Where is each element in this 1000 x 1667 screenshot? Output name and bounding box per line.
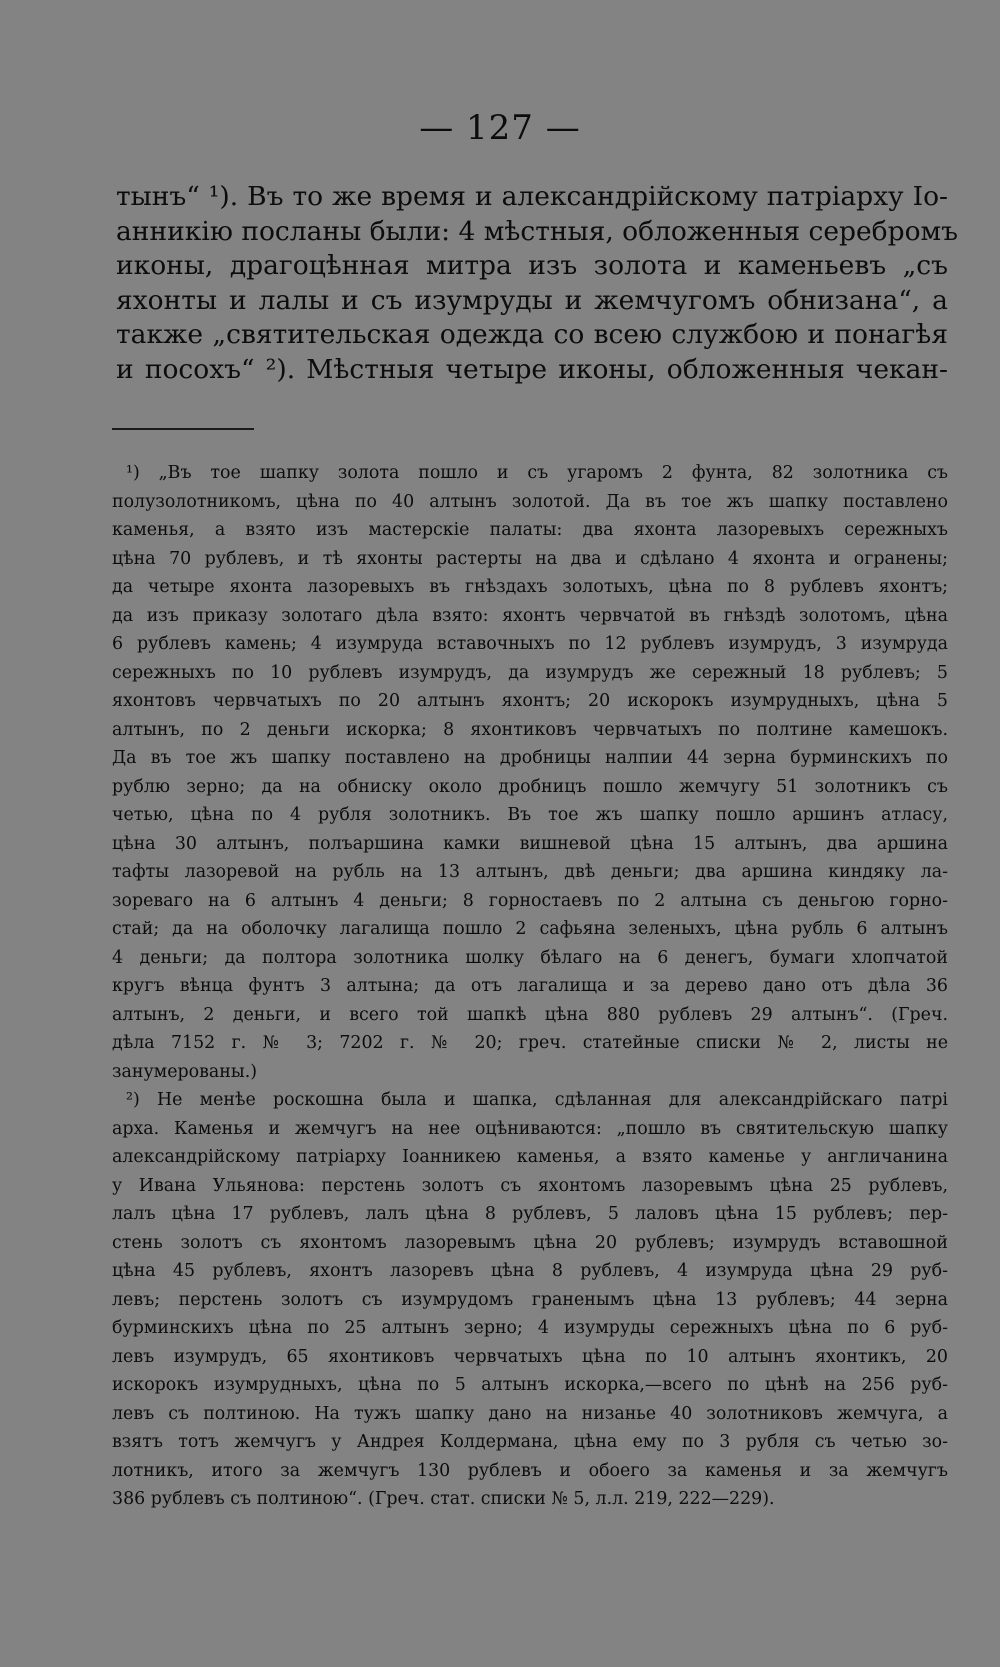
footnote-line: ²) Не менѣе роскошна была и шапка, сдѣланная для александрійскаго патрі	[126, 1090, 948, 1110]
footnote-line: стай; да на оболочку лагалища пошло 2 сафьяна зеленыхъ, цѣна рубль 6 алтынъ	[112, 919, 948, 939]
main-text	[116, 180, 959, 387]
footnote-line: арха. Каменья и жемчугъ на нее оцѣниваются: „пошло въ святительскую шапку	[112, 1118, 948, 1139]
footnote-line: цѣна 45 рублевъ, яхонтъ лазоревъ цѣна 8 рублевъ, 4 изумруда цѣна 29 руб-	[112, 1261, 948, 1281]
footnote-line: алтынъ, 2 деньги, и всего той шапкѣ цѣна 880 рублевъ 29 алтынъ“. (Греч.	[112, 1004, 948, 1025]
footnote-line: 4 деньги; да полтора золотника шолку бѣлаго на 6 денегъ, бумаги хлопчатой	[112, 947, 948, 968]
footnote-line: четью, цѣна по 4 рубля золотникъ. Въ тое жъ шапку пошло аршинъ атласу,	[112, 805, 948, 825]
footnote-line: 386 рублевъ съ полтиною“. (Греч. стат. списки № 5, л.л. 219, 222—229).	[112, 1489, 775, 1509]
footnote-line: левъ изумрудъ, 65 яхонтиковъ червчатыхъ цѣна по 10 алтынъ яхонтикъ, 20	[112, 1346, 948, 1367]
footnote-line: лотникъ, итого за жемчугъ 130 рублевъ и обоего за каменья и за жемчугъ	[112, 1460, 948, 1481]
footnote-line: занумерованы.)	[112, 1061, 258, 1082]
main-text-line: тынъ“ ¹). Въ то же время и александрійскому патріарху Іо-	[116, 181, 948, 212]
footnote-line: левъ съ полтиною. На тужъ шапку дано на низанье 40 золотниковъ жемчуга, а	[112, 1403, 948, 1424]
footnote-line: яхонтовъ червчатыхъ по 20 алтынъ яхонтъ; 20 искорокъ изумрудныхъ, цѣна 5	[112, 691, 948, 711]
main-text-line: иконы, драгоцѣнная митра изъ золота и каменьевъ „съ	[116, 250, 948, 281]
footnote-line: сережныхъ по 10 рублевъ изумрудъ, да изумрудъ же сережный 18 рублевъ; 5	[112, 662, 948, 683]
footnote-line: да изъ приказу золотаго дѣла взято: яхонтъ червчатой въ гнѣздѣ золотомъ, цѣна	[112, 605, 948, 626]
footnote-line: тафты лазоревой на рубль на 13 алтынъ, двѣ деньги; два аршина киндяку ла-	[112, 862, 948, 882]
footnote-line: полузолотникомъ, цѣна по 40 алтынъ золотой. Да въ тое жъ шапку поставлено	[112, 491, 948, 512]
main-text-line: и посохъ“ ²). Мѣстныя четыре иконы, обложенныя чекан-	[116, 353, 948, 385]
footnote-line: дѣла 7152 г. № 3; 7202 г. № 20; греч. статейные списки № 2, листы не	[112, 1033, 948, 1053]
footnote-divider	[112, 428, 254, 430]
footnote-line: левъ; перстень золотъ съ изумрудомъ граненымъ цѣна 13 рублевъ; 44 зерна	[112, 1289, 948, 1310]
footnote-line: ¹) „Въ тое шапку золота пошло и съ угаромъ 2 фунта, 82 золотника съ	[126, 463, 948, 483]
footnote-line: каменья, а взято изъ мастерскіе палаты: два яхонта лазоревыхъ сережныхъ	[112, 520, 948, 540]
footnote-line: бурминскихъ цѣна по 25 алтынъ зерно; 4 изумруды сережныхъ цѣна по 6 руб-	[112, 1318, 948, 1338]
footnote-line: цѣна 30 алтынъ, полъаршина камки вишневой цѣна 15 алтынъ, два аршина	[112, 833, 948, 854]
main-text-line: яхонты и лалы и съ изумруды и жемчугомъ обнизана“, а	[116, 284, 948, 316]
footnote-line: кругъ вѣнца фунтъ 3 алтына; да отъ лагалища и за дерево дано отъ дѣла 36	[112, 976, 948, 996]
footnote-line: алтынъ, по 2 деньги искорка; 8 яхонтиковъ червчатыхъ по полтине камешокъ.	[112, 719, 948, 740]
footnote-line: взятъ тотъ жемчугъ у Андрея Колдермана, цѣна ему по 3 рубля съ четью зо-	[112, 1432, 948, 1452]
footnote-line: да четыре яхонта лазоревыхъ въ гнѣздахъ золотыхъ, цѣна по 8 рублевъ яхонтъ;	[112, 577, 948, 597]
footnote-line: Да въ тое жъ шапку поставлено на дробницы налпии 44 зерна бурминскихъ по	[112, 748, 948, 768]
footnote-line: 6 рублевъ камень; 4 изумруда вставочныхъ по 12 рублевъ изумрудъ, 3 изумруда	[112, 634, 948, 654]
footnote-line: александрійскому патріарху Іоанникею каменья, а взято каменье у англичанина	[112, 1147, 948, 1167]
footnote-line: искорокъ изумрудныхъ, цѣна по 5 алтынъ искорка,—всего по цѣнѣ на 256 руб-	[112, 1375, 948, 1395]
footnote-line: лалъ цѣна 17 рублевъ, лалъ цѣна 8 рублевъ, 5 лаловъ цѣна 15 рублевъ; пер-	[112, 1204, 948, 1224]
page-number: — 127 —	[419, 108, 581, 148]
main-text-line: также „святительская одежда со всею службою и понагѣя	[116, 319, 948, 350]
footnote-line: цѣна 70 рублевъ, и тѣ яхонты растерты на два и сдѣлано 4 яхонта и огранены;	[112, 548, 948, 569]
footnotes	[112, 459, 948, 1514]
footnote-line: у Ивана Ульянова: перстень золотъ съ яхонтомъ лазоревымъ цѣна 25 рублевъ,	[112, 1175, 948, 1196]
footnote-line: зореваго на 6 алтынъ 4 деньги; 8 горностаевъ по 2 алтына съ деньгою горно-	[112, 890, 948, 911]
footnote-line: рублю зерно; да на обниску около дробницъ пошло жемчугу 51 золотникъ съ	[112, 776, 948, 797]
footnote-line: стень золотъ съ яхонтомъ лазоревымъ цѣна 20 рублевъ; изумрудъ вставошной	[112, 1232, 948, 1253]
main-text-line: анникію посланы были: 4 мѣстныя, обложенныя серебромъ	[116, 215, 959, 247]
